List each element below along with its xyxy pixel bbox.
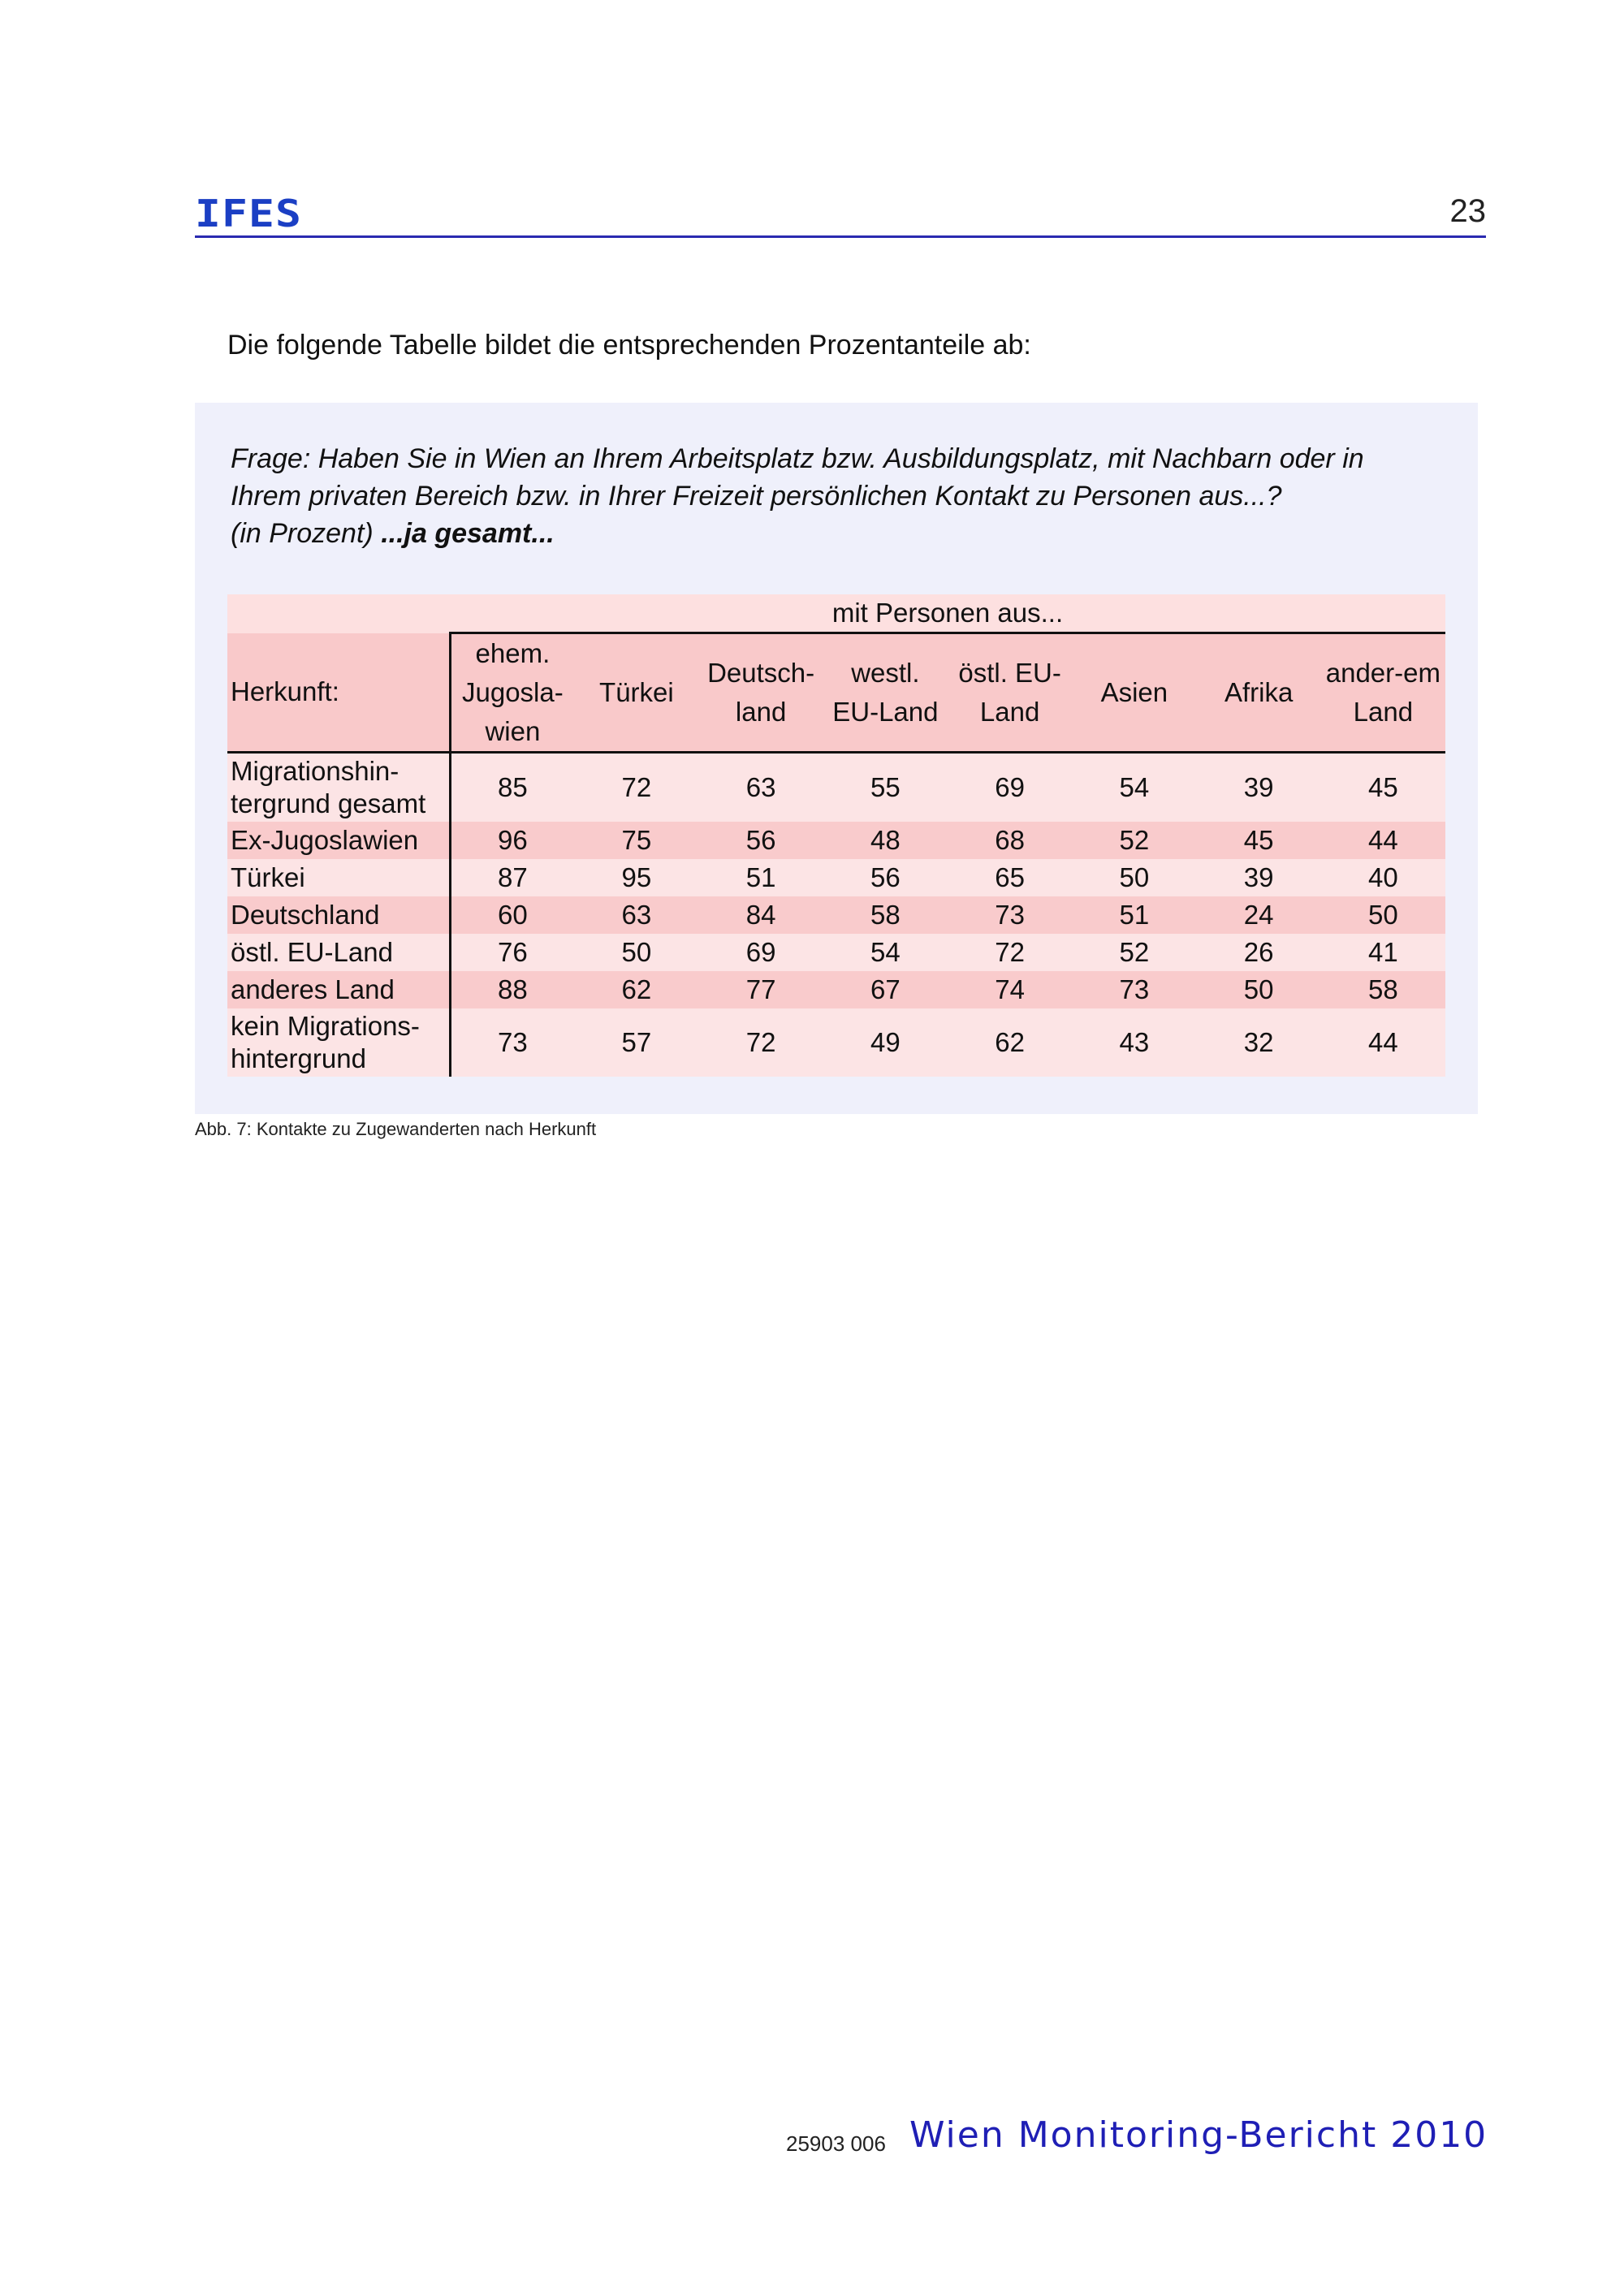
table-cell: 76	[450, 934, 574, 971]
table-row	[227, 934, 1445, 971]
table-cell: 88	[450, 971, 574, 1008]
table-cell: 58	[1321, 971, 1445, 1008]
table-cell: 69	[699, 934, 823, 971]
footer-title: Wien Monitoring-Bericht 2010	[909, 2114, 1488, 2156]
figure-caption: Abb. 7: Kontakte zu Zugewanderten nach Herkunft	[195, 1119, 597, 1139]
column-header-line: EU-Land	[832, 697, 939, 727]
table-cell: 60	[450, 896, 574, 934]
column-header-line: land	[735, 697, 787, 727]
table-row	[227, 822, 1445, 859]
table-cell: 39	[1197, 859, 1321, 896]
table-cell: 57	[574, 1008, 698, 1077]
row-label-line: Deutschland	[231, 900, 380, 930]
row-label	[227, 1008, 450, 1077]
table-cell: 56	[823, 859, 948, 896]
table-cell: 63	[574, 896, 698, 934]
column-header	[948, 633, 1072, 753]
question-line-3	[231, 515, 1465, 552]
table-row	[227, 896, 1445, 934]
table-cell: 72	[574, 753, 698, 823]
column-header	[450, 633, 574, 753]
table-cell: 50	[1072, 859, 1196, 896]
table-cell: 84	[699, 896, 823, 934]
table-row	[227, 753, 1445, 823]
table-cell: 55	[823, 753, 948, 823]
column-header-line: östl. EU-	[958, 658, 1061, 688]
table-cell: 72	[699, 1008, 823, 1077]
question-text	[231, 440, 1465, 552]
table-cell: 40	[1321, 859, 1445, 896]
table-cell: 62	[574, 971, 698, 1008]
column-header	[823, 633, 948, 753]
intro-text: Die folgende Tabelle bildet die entsprechenden Prozentanteile ab:	[227, 330, 1031, 361]
row-label-line: östl. EU-Land	[231, 937, 393, 967]
table-cell: 48	[823, 822, 948, 859]
table-cell: 49	[823, 1008, 948, 1077]
data-table	[227, 594, 1445, 1077]
column-header-line: Land	[1353, 697, 1414, 727]
table-cell: 72	[948, 934, 1072, 971]
question-emphasis: ...ja gesamt...	[381, 518, 555, 549]
page-header	[195, 188, 1486, 238]
row-label	[227, 971, 450, 1008]
row-label	[227, 753, 450, 823]
table-cell: 69	[948, 753, 1072, 823]
table-cell: 96	[450, 822, 574, 859]
table-cell: 54	[1072, 753, 1196, 823]
table-cell: 52	[1072, 934, 1196, 971]
table-cell: 73	[1072, 971, 1196, 1008]
column-header	[574, 633, 698, 753]
table-cell: 58	[823, 896, 948, 934]
question-line-2: Ihrem privaten Bereich bzw. in Ihrer Freizeit persönlichen Kontakt zu Personen aus...?	[231, 481, 1282, 512]
table-cell: 87	[450, 859, 574, 896]
table-cell: 24	[1197, 896, 1321, 934]
table-cell: 65	[948, 859, 1072, 896]
table-row	[227, 859, 1445, 896]
table-cell: 52	[1072, 822, 1196, 859]
table-cell: 95	[574, 859, 698, 896]
row-label-line: Ex-Jugoslawien	[231, 825, 419, 855]
column-header-line: wien	[485, 716, 541, 746]
column-header	[1321, 633, 1445, 753]
table-cell: 32	[1197, 1008, 1321, 1077]
table-cell: 62	[948, 1008, 1072, 1077]
table-cell: 39	[1197, 753, 1321, 823]
footer-code: 25903 006	[786, 2131, 886, 2156]
row-label-line: hintergrund	[231, 1043, 366, 1073]
column-header-line: westl.	[851, 658, 920, 688]
table-cell: 50	[1321, 896, 1445, 934]
table-cell: 51	[1072, 896, 1196, 934]
question-line-1: Frage: Haben Sie in Wien an Ihrem Arbeitsplatz bzw. Ausbildungsplatz, mit Nachbarn oder in	[231, 443, 1364, 474]
table-cell: 45	[1321, 753, 1445, 823]
table-cell: 26	[1197, 934, 1321, 971]
question-unit: (in Prozent)	[231, 518, 382, 549]
table-cell: 51	[699, 859, 823, 896]
column-header-line: Jugosla-	[462, 677, 564, 707]
row-label-line: Migrationshin-	[231, 756, 400, 786]
table-cell: 73	[948, 896, 1072, 934]
table-panel	[195, 403, 1478, 1114]
table-cell: 63	[699, 753, 823, 823]
row-label	[227, 859, 450, 896]
table-cell: 45	[1197, 822, 1321, 859]
column-header	[1072, 633, 1196, 753]
table-cell: 56	[699, 822, 823, 859]
column-header-line: ehem.	[475, 638, 551, 668]
column-header-line: Deutsch-	[707, 658, 815, 688]
group-header: mit Personen aus...	[450, 594, 1445, 633]
table-cell: 67	[823, 971, 948, 1008]
column-header	[1197, 633, 1321, 753]
table-cell: 74	[948, 971, 1072, 1008]
column-header	[699, 633, 823, 753]
table-cell: 41	[1321, 934, 1445, 971]
stub-header: Herkunft:	[227, 633, 450, 753]
column-header-line: Afrika	[1224, 677, 1294, 707]
table-cell: 54	[823, 934, 948, 971]
row-label-line: kein Migrations-	[231, 1011, 420, 1041]
row-label	[227, 934, 450, 971]
column-header-line: Asien	[1100, 677, 1168, 707]
column-header-line: Land	[979, 697, 1040, 727]
table-cell: 68	[948, 822, 1072, 859]
column-header-row	[227, 633, 1445, 753]
column-header-line: ander-em	[1325, 658, 1440, 688]
group-header-stub	[227, 594, 450, 633]
table-cell: 43	[1072, 1008, 1196, 1077]
table-row	[227, 1008, 1445, 1077]
table-cell: 73	[450, 1008, 574, 1077]
row-label-line: tergrund gesamt	[231, 788, 426, 818]
column-header-line: Türkei	[599, 677, 674, 707]
row-label	[227, 896, 450, 934]
ifes-logo: IFES	[195, 192, 302, 235]
group-header-row	[227, 594, 1445, 633]
table-row	[227, 971, 1445, 1008]
table-cell: 50	[1197, 971, 1321, 1008]
table-cell: 44	[1321, 822, 1445, 859]
table-cell: 44	[1321, 1008, 1445, 1077]
table-cell: 85	[450, 753, 574, 823]
row-label-line: Türkei	[231, 862, 305, 892]
row-label	[227, 822, 450, 859]
page-number: 23	[1449, 193, 1486, 229]
table-cell: 50	[574, 934, 698, 971]
table-cell: 75	[574, 822, 698, 859]
table-cell: 77	[699, 971, 823, 1008]
row-label-line: anderes Land	[231, 974, 395, 1004]
